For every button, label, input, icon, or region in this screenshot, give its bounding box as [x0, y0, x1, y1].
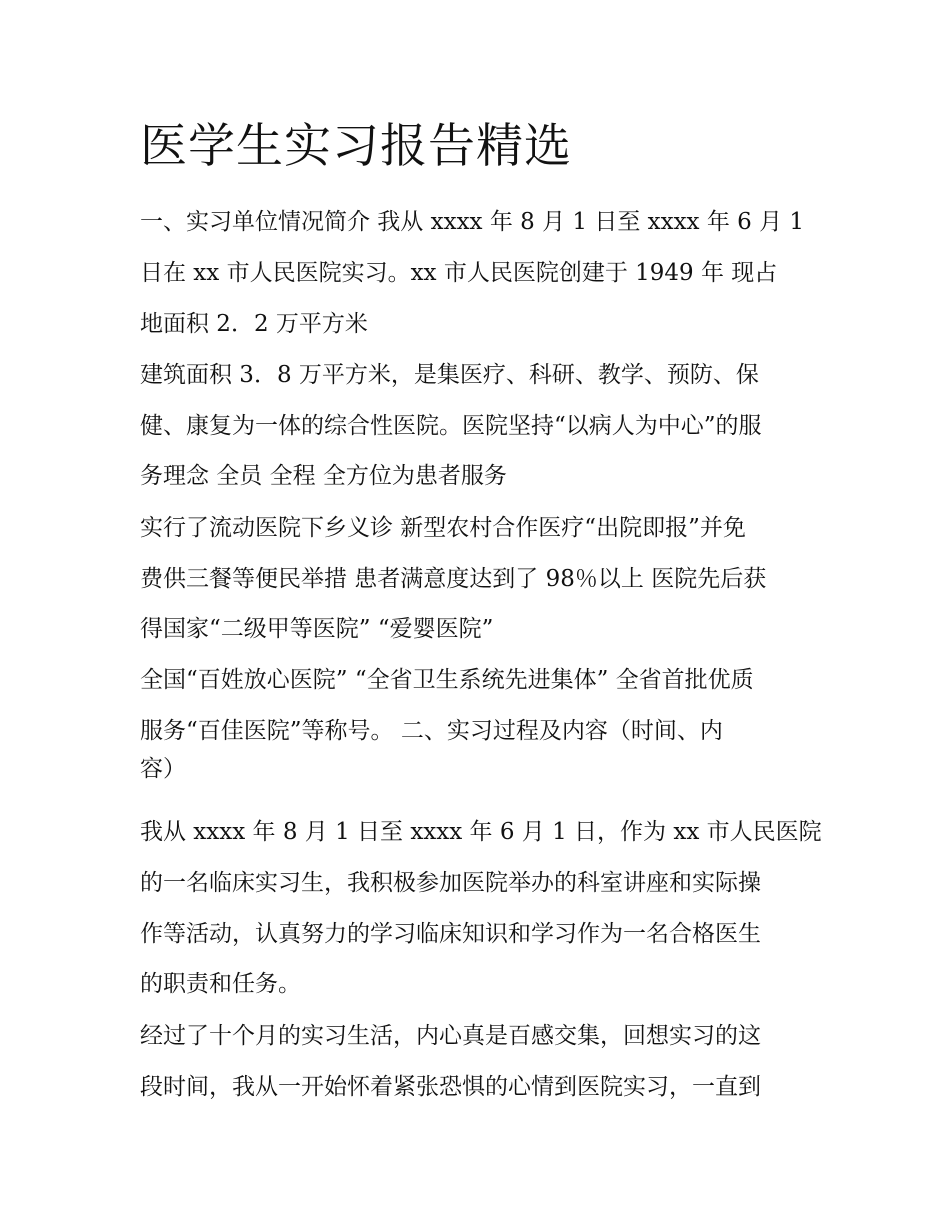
body-line: 全国“百姓放心医院” “全省卫生系统先进集体” 全省首批优质 [140, 667, 754, 693]
body-line: 健、康复为一体的综合性医院。医院坚持“以病人为中心”的服 [140, 413, 762, 439]
body-line: 地面积 2．2 万平方米 [140, 311, 368, 337]
document-title: 医学生实习报告精选 [140, 119, 572, 174]
body-line: 的职责和任务。 [140, 971, 301, 997]
body-line: 得国家“二级甲等医院” “爱婴医院” [140, 616, 494, 642]
body-line: 作等活动，认真努力的学习临床知识和学习作为一名合格医生 [140, 921, 761, 947]
body-line: 一、实习单位情况简介 我从 xxxx 年 8 月 1 日至 xxxx 年 6 月 1 [140, 209, 805, 235]
body-line: 容） [140, 756, 186, 782]
body-line: 日在 xx 市人民医院实习。xx 市人民医院创建于 1949 年 现占 [140, 260, 778, 286]
body-line: 实行了流动医院下乡义诊 新型农村合作医疗“出院即报”并免 [140, 515, 746, 541]
body-line: 费供三餐等便民举措 患者满意度达到了 98％以上 医院先后获 [140, 566, 767, 592]
body-line: 段时间，我从一开始怀着紧张恐惧的心情到医院实习，一直到 [140, 1074, 761, 1100]
body-line: 建筑面积 3．8 万平方米，是集医疗、科研、教学、预防、保 [140, 362, 759, 388]
body-line: 服务“百佳医院”等称号。 二、实习过程及内容（时间、内 [140, 718, 723, 744]
body-line: 我从 xxxx 年 8 月 1 日至 xxxx 年 6 月 1 日，作为 xx 市人民医院 [140, 819, 822, 845]
body-line: 的一名临床实习生，我积极参加医院举办的科室讲座和实际操 [140, 870, 761, 896]
body-line: 务理念 全员 全程 全方位为患者服务 [140, 463, 507, 489]
body-line: 经过了十个月的实习生活，内心真是百感交集，回想实习的这 [140, 1023, 761, 1049]
